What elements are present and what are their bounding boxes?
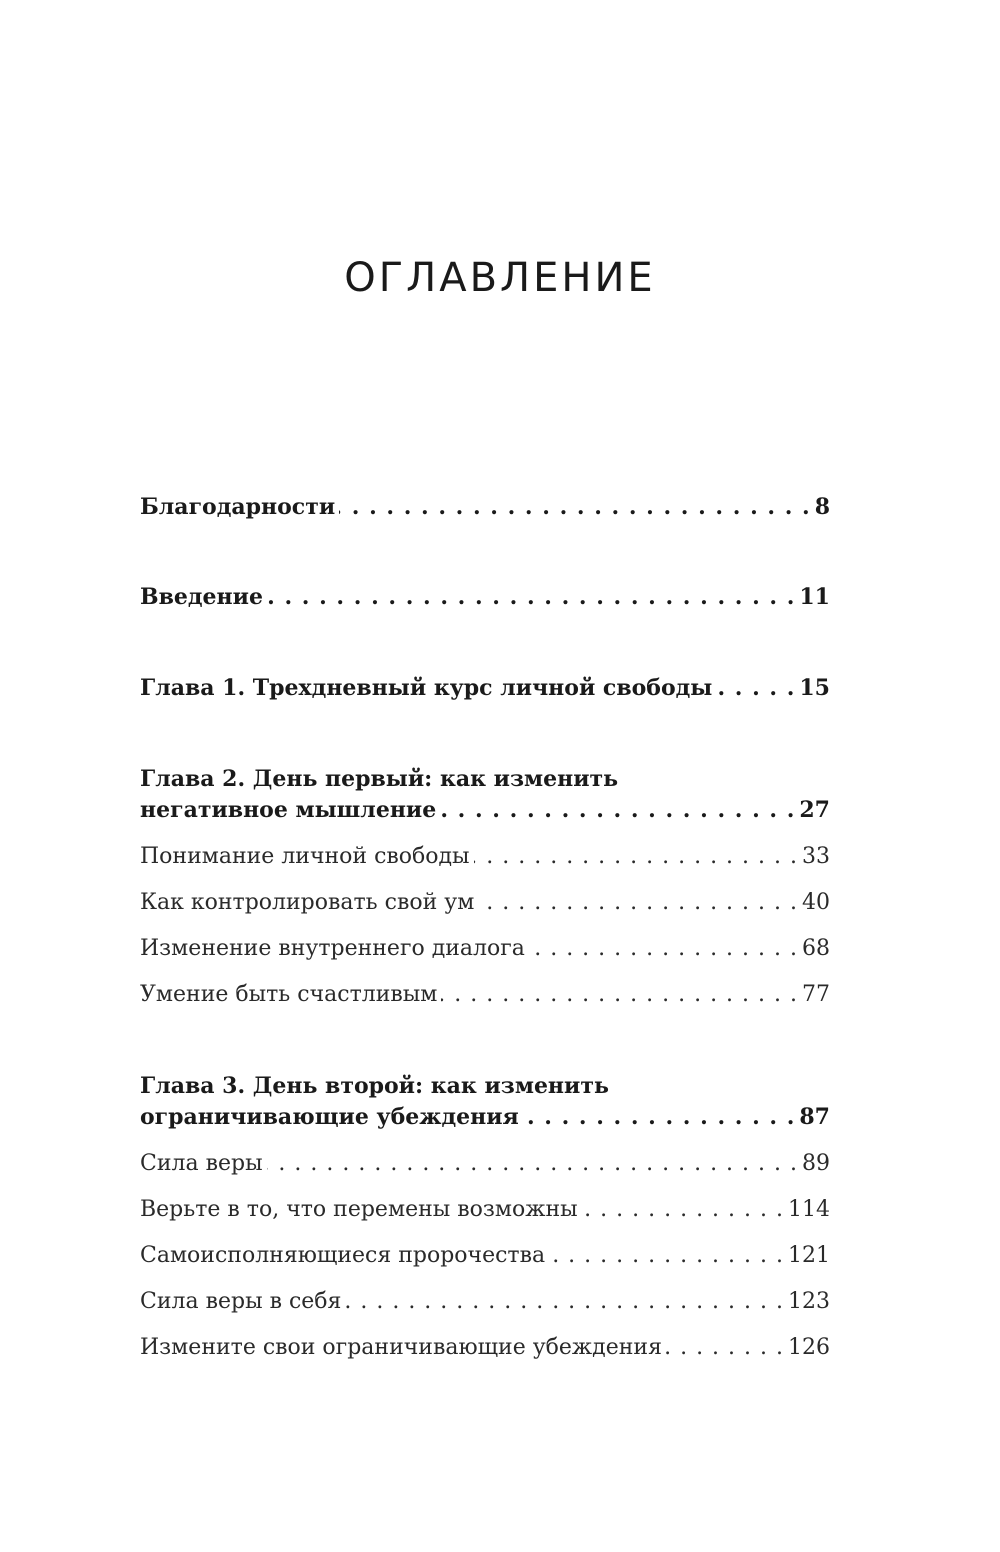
dot-leader (474, 840, 798, 874)
dot-leader (339, 490, 811, 524)
toc-entry-title: Понимание личной свободы (140, 844, 470, 869)
dot-leader (549, 1239, 784, 1273)
toc-page-number: 15 (799, 675, 830, 701)
toc-page-number: 11 (799, 584, 830, 610)
toc-page-number: 121 (788, 1243, 830, 1268)
toc-entry-chapter-1[interactable] (140, 671, 830, 705)
dot-leader (666, 1331, 784, 1365)
toc-entry-title: Сила веры (140, 1151, 263, 1176)
dot-leader (529, 932, 798, 966)
dot-leader (267, 1147, 798, 1181)
dot-leader (440, 793, 795, 827)
toc-entry-chapter-3[interactable] (140, 1100, 830, 1134)
page-title: ОГЛАВЛЕНИЕ (344, 255, 656, 301)
toc-entry-title: Благодарности (140, 494, 336, 520)
toc-entry-title: Измените свои ограничивающие убеждения (140, 1335, 662, 1360)
toc-entry-acknowledgements[interactable] (140, 490, 830, 524)
dot-leader (478, 886, 798, 920)
toc-entry-title: Введение (140, 584, 263, 610)
toc-entry-title: Как контролировать свой ум (140, 890, 475, 915)
toc-page-number: 77 (802, 982, 830, 1007)
toc-page-number: 123 (788, 1289, 830, 1314)
toc-entry-title: негативное мышление (140, 797, 437, 823)
toc-page-number: 8 (814, 494, 830, 520)
toc-entry-section[interactable] (140, 886, 830, 920)
toc-page-number: 126 (788, 1335, 830, 1360)
dot-leader (716, 671, 795, 705)
toc-page-number: 68 (802, 936, 830, 961)
toc-entry-section[interactable] (140, 840, 830, 874)
toc-page-number: 40 (802, 890, 830, 915)
dot-leader (267, 580, 795, 614)
toc-entry-title: Верьте в то, что перемены возможны (140, 1197, 578, 1222)
toc-entry-title: Самоисполняющиеся пророчества (140, 1243, 546, 1268)
toc-page-number: 87 (799, 1104, 830, 1130)
toc-entry-section[interactable] (140, 1285, 830, 1319)
toc-page-number: 114 (788, 1197, 830, 1222)
toc-entry-title: Глава 1. Трехдневный курс личной свободы (140, 675, 713, 701)
toc-entry-chapter-2-line1[interactable]: Глава 2. День первый: как изменить (140, 766, 619, 792)
dot-leader (523, 1100, 796, 1134)
toc-entry-section[interactable] (140, 978, 830, 1012)
toc-page-number: 33 (802, 844, 830, 869)
toc-entry-introduction[interactable] (140, 580, 830, 614)
toc-entry-section[interactable] (140, 932, 830, 966)
dot-leader (345, 1285, 784, 1319)
toc-entry-section[interactable] (140, 1193, 830, 1227)
toc-entry-chapter-3-line1[interactable]: Глава 3. День второй: как изменить (140, 1073, 609, 1099)
toc-entry-title: Умение быть счастливым (140, 982, 438, 1007)
toc-page-number: 89 (802, 1151, 830, 1176)
toc-entry-title: ограничивающие убеждения (140, 1104, 519, 1130)
toc-entry-section[interactable] (140, 1331, 830, 1365)
toc-entry-title: Изменение внутреннего диалога (140, 936, 525, 961)
toc-entry-section[interactable] (140, 1147, 830, 1181)
toc-entry-section[interactable] (140, 1239, 830, 1273)
dot-leader (441, 978, 798, 1012)
toc-page-number: 27 (799, 797, 830, 823)
dot-leader (582, 1193, 784, 1227)
toc-entry-chapter-2[interactable] (140, 793, 830, 827)
toc-entry-title: Сила веры в себя (140, 1289, 342, 1314)
